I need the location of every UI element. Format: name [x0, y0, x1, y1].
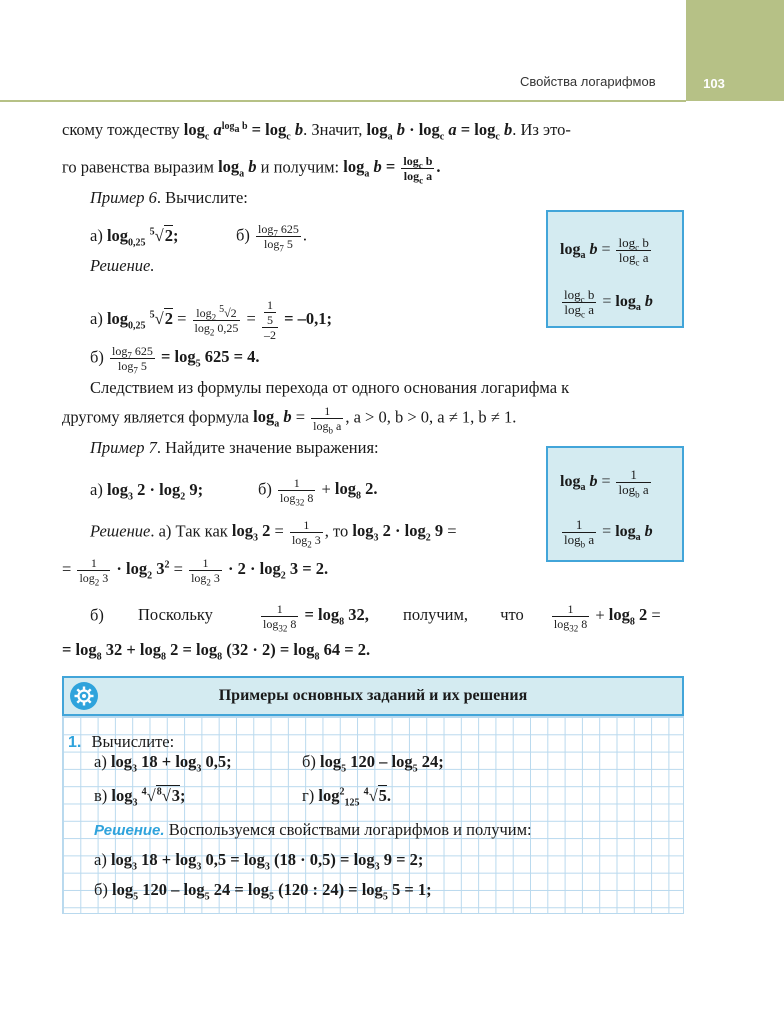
- task-1-heading: 1. Вычислите:: [68, 732, 175, 751]
- solution-7-line-2: = $\frac{1}{\log_2 3}$ · $\log_2 3^2$ = $\frac{1}{\log_2 3}$ · $2 \cdot \log_2 3 = 2$.: [62, 556, 329, 588]
- text-line-1: скому тождеству $\log_c a^{log_a b} = \log_c b$. Значит, $\log_a b \cdot \log_c a = \log_c b$. Из это-: [62, 120, 571, 143]
- header-rule: [0, 100, 686, 102]
- solution-7-line-1: Решение. а) Так как $\log_3 2$ = $\frac{1}{\log_2 3}$ , то $\log_3 2 \cdot \log_2 9$ =: [90, 518, 457, 550]
- task-1-item-a: а) $\log_3 18 + \log_3 0,5$;: [94, 752, 232, 775]
- formula-box-reciprocal: $\log_a b$ = $\frac{1}{\log_b a}$ $\frac{1}{\log_b a}$ = $\log_a b$: [546, 446, 684, 562]
- task-1-item-g: г) $\log^2_{125} ^4√5$.: [302, 786, 392, 809]
- section-title: Примеры основных заданий и их решения: [218, 687, 528, 704]
- solution-7-b-line-2: = $\log_8 32 + \log_8 2 = \log_8 (32 \cdot 2) = \log_8 64 = 2$.: [62, 640, 371, 663]
- example-7-heading: Пример 7. Найдите значение выражения:: [90, 438, 379, 457]
- solution-6-a: а) $\log_{0,25} ^5√2$ = $\frac{\log_2 ^5√2}{\log_2 0,25}$ = 1 5 –2 = –0,1;: [90, 298, 332, 342]
- task-1-item-v: в) $\log_3 ^4√^8√3$;: [94, 786, 186, 809]
- task-1-solution-a: а) $\log_3 18 + \log_3 0,5 = \log_3 (18 \cdot 0,5) = \log_3 9 = 2$;: [94, 850, 424, 873]
- corollary-line-1: Следствием из формулы перехода от одного основания логарифма к: [90, 378, 570, 397]
- formula-change-of-base: $\log_a b$ = $\frac{\log_c b}{\log_c a}$ .: [343, 154, 441, 186]
- example-6-heading: Пример 6. Вычислите:: [90, 188, 248, 207]
- example-7-item-b: б) $\frac{1}{\log_{32} 8}$ + $\log_8 2$.: [258, 476, 378, 508]
- example-6-item-b: б) $\frac{\log_7 625}{\log_7 5}$ .: [236, 222, 307, 254]
- formula-product: $\log_a b \cdot \log_c a = \log_c b$: [366, 120, 513, 143]
- running-title: Свойства логарифмов: [520, 74, 656, 89]
- section-header: [62, 676, 684, 716]
- task-1-solution-intro: Решение. Воспользуемся свойствами логарифмов и получим:: [94, 820, 532, 839]
- formula-box-change-of-base: $\log_a b$ = $\frac{\log_c b}{\log_c a}$ $\frac{\log_c b}{\log_c a}$ = $\log_a b$: [546, 210, 684, 328]
- text-line-2: го равенства выразим $\log_a b$ и получим: $\log_a b$ = $\frac{\log_c b}{\log_c a}$ .: [62, 154, 441, 186]
- task-1-solution-b: б) $\log_5 120 - \log_5 24 = \log_5 (120$ : $24) = \log_5 5 = 1$;: [94, 880, 432, 903]
- example-6-item-a: а) $\log_{0,25} ^5√2$;: [90, 226, 179, 249]
- task-1-item-b: б) $\log_5 120 - \log_5 24$;: [302, 752, 444, 775]
- solution-6-label: Решение.: [90, 256, 155, 275]
- solution-7-b-line-1: б) Поскольку $\frac{1}{\log_{32} 8}$ = $\log_8 32$, получим, что $\frac{1}{\log_{32} 8}$ + $\log_8 2$ =: [90, 602, 661, 634]
- formula-identity: $\log_c a^{log_a b} = \log_c b$: [183, 120, 304, 143]
- page-number: 103: [703, 76, 725, 91]
- example-7-item-a: а) $\log_3 2 \cdot \log_2 9$;: [90, 480, 204, 503]
- corollary-line-2: другому является формула $\log_a b$ = $\frac{1}{\log_b a}$ , a > 0, b > 0, a ≠ 1, b ≠ 1.: [62, 404, 517, 436]
- solution-6-b: б) $\frac{\log_7 625}{\log_7 5}$ = $\log_5 625 = 4$.: [90, 344, 260, 376]
